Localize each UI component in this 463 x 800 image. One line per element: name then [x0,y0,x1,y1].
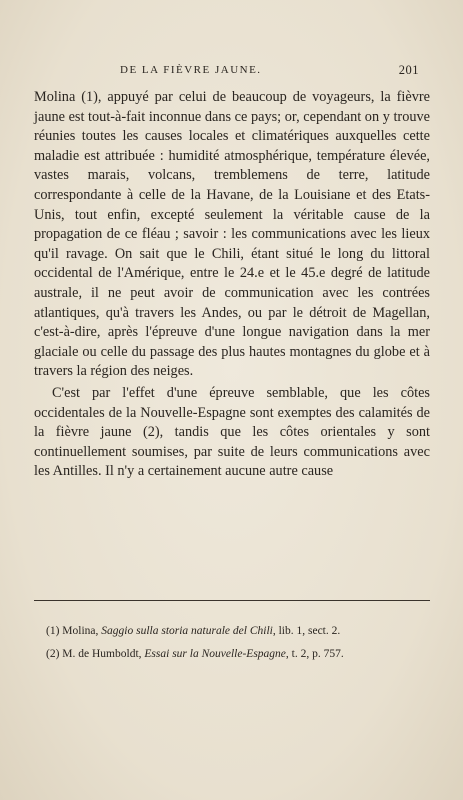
footnote-work: Saggio sulla storia naturale del Chili [101,625,273,637]
body-text [34,88,430,482]
paragraph-2: C'est par l'effet d'une épreuve semblable, que les côtes occidentales de la Nouvelle-Espagne sont exemptes des calamités de la fièvre jaune (2), tandis que les côtes orientales y sont continuellement soumises, par suite de leurs communications avec les Antilles. Il n'y a certainement aucune autre cause [34,384,430,480]
footnote-reference: , t. 2, p. 757. [285,648,344,660]
running-head [44,64,419,80]
footnote-marker: (2) [46,648,60,660]
footnote-2 [34,646,430,663]
footnotes [34,623,430,669]
footnote-rule [34,600,430,601]
footnote-author: Molina, [62,625,99,637]
paragraph-1: Molina (1), appuyé par celui de beaucoup de voyageurs, la fièvre jaune est tout-à-fait inconnue dans ce pays; or, cependant on y trouve réunies toutes les causes locales et climatériques auxquelles cette maladie est attribuée : humidité atmosphérique, température élevée, vastes marais, volcans, tremblemens de terre, latitude correspondante à celle de la Havane, de la Louisiane et des Etats-Unis, tout enfin, excepté seulement la véritable cause de la propagation de ce fléau ; savoir : les communications avec les lieux qu'il ravage. On sait que le Chili, étant situé le long du littoral occidental de l'Amérique, entre le 24.e et le 45.e degré de latitude australe, il ne peut avoir de communication avec les contrées atlantiques, qu'à travers les Andes, ou par le détroit de Magellan, c'est-à-dire, après l'épreuve d'une longue navigation dans la mer glaciale ou celle du passage des plus hautes montagnes du globe et à travers la région des neiges. [34,89,430,380]
running-title: DE LA FIÈVRE JAUNE. [120,64,262,76]
footnote-1 [34,623,430,640]
footnote-author: M. de Humboldt, [62,648,142,660]
footnote-work: Essai sur la Nouvelle-Espagne [144,648,286,660]
footnote-marker: (1) [46,625,60,637]
footnote-reference: , lib. 1, sect. 2. [272,625,341,637]
page-number: 201 [398,63,419,77]
